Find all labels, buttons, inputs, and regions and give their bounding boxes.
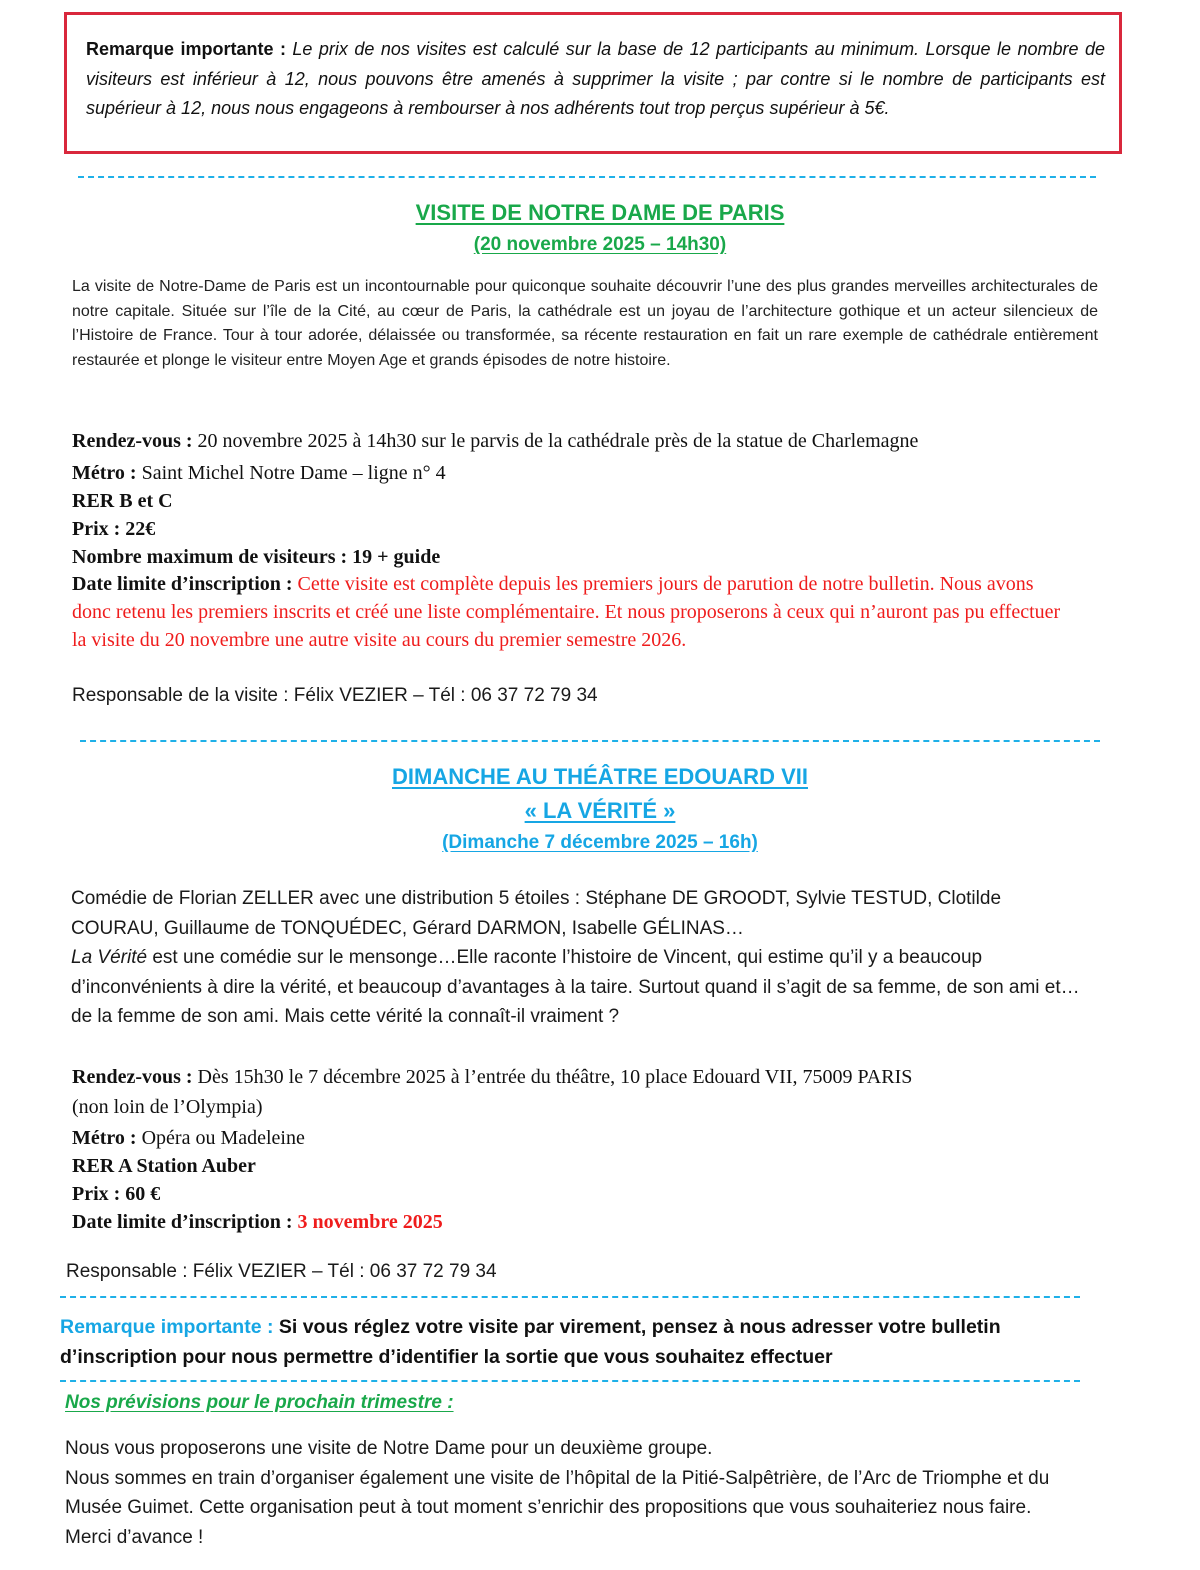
visit1-details xyxy=(72,427,1112,571)
visit1-responsible: Responsable de la visite : Félix VEZIER – Tél : 06 37 72 79 34 xyxy=(72,685,598,706)
visit2-cast: Comédie de Florian ZELLER avec une distribution 5 étoiles : Stéphane DE GROODT, Sylvie TESTUD, Clotilde COURAU, Guillaume de TONQUÉDEC, Gérard DARMON, Isabelle GÉLINAS… xyxy=(71,888,1002,939)
visit1-description: La visite de Notre-Dame de Paris est un incontournable pour quiconque souhaite découvrir l’une des plus grandes merveilles architecturales de notre capitale. Située sur l’île de la Cité, au cœur de Paris, la cathédrale est un joyau de l’architecture gothique et un acteur silencieux de l’Histoire de France. Tour à tour adorée, délaissée ou transformée, sa récente restauration en fait un rare exemple de cathédrale entièrement restaurée et plonge le visiteur entre Moyen Age et grands épisodes de notre histoire. xyxy=(72,278,1098,369)
visit2-price: Prix : 60 € xyxy=(72,1183,161,1205)
visit2-title: DIMANCHE AU THÉÂTRE EDOUARD VII xyxy=(392,764,808,789)
notice-label: Remarque importante : xyxy=(86,39,286,59)
forecast-title: Nos prévisions pour le prochain trimestre : xyxy=(65,1392,454,1413)
visit2-rer: RER A Station Auber xyxy=(72,1155,256,1177)
visit2-date: (Dimanche 7 décembre 2025 – 16h) xyxy=(442,832,758,853)
payment-remark-text: Si vous réglez votre visite par virement, pensez à nous adresser votre bulletin d’inscription pour nous permettre d’identifier la sortie que vous souhaitez effectuer xyxy=(60,1316,1001,1368)
visit2-subtitle: « LA VÉRITÉ » xyxy=(524,798,676,823)
visit1-deadline: Date limite d’inscription : Cette visite est complète depuis les premiers jours de parution de notre bulletin. Nous avons donc retenu les premiers inscrits et créé une liste complémentaire. Et nous proposerons à ceux qui n’auront pas pu effectuer la visite du 20 novembre une autre visite au cours du premier semestre 2026. xyxy=(72,573,1061,651)
forecast-line-1: Nous vous proposerons une visite de Notre Dame pour un deuxième groupe. xyxy=(65,1438,713,1459)
payment-remark xyxy=(60,1312,1100,1372)
payment-remark-label: Remarque importante : xyxy=(60,1316,274,1338)
visit1-price: Prix : 22€ xyxy=(72,518,156,540)
visit2-synopsis: La Vérité est une comédie sur le mensonge…Elle raconte l’histoire de Vincent, qui estime qu’il y a beaucoup d’inconvénients à dire la vérité, et beaucoup d’avantages à la taire. Surtout quand il s’agit de sa femme, de son ami et…de la femme de son ami. Mais cette vérité la connaît-il vraiment ? xyxy=(71,947,1080,1027)
visit2-rdv-note: (non loin de l’Olympia) xyxy=(72,1096,263,1118)
visit1-title: VISITE DE NOTRE DAME DE PARIS xyxy=(415,200,785,225)
visit2-deadline: Date limite d’inscription : 3 novembre 2025 xyxy=(72,1211,443,1233)
visit2-details xyxy=(72,1062,1112,1236)
forecast-line-2: Nous sommes en train d’organiser également une visite de l’hôpital de la Pitié-Salpêtrière, de l’Arc de Triomphe et du Musée Guimet. Cette organisation peut à tout moment s’enrichir des propositions que vous souhaiteriez nous faire. Merci d’avance ! xyxy=(65,1467,1050,1548)
visit2-responsible: Responsable : Félix VEZIER – Tél : 06 37 72 79 34 xyxy=(66,1261,497,1282)
forecast-text xyxy=(65,1434,1075,1552)
visit2-metro: Métro : Opéra ou Madeleine xyxy=(72,1127,305,1149)
visit2-rdv: Rendez-vous : Dès 15h30 le 7 décembre 2025 à l’entrée du théâtre, 10 place Edouard VII, 75009 PARIS xyxy=(72,1066,913,1088)
separator-line xyxy=(78,176,1096,178)
visit1-rer: RER B et C xyxy=(72,490,173,512)
visit1-date: (20 novembre 2025 – 14h30) xyxy=(473,234,727,255)
notice-text: Le prix de nos visites est calculé sur la base de 12 participants au minimum. Lorsque le nombre de visiteurs est inférieur à 12, nous pouvons être amenés à supprimer la visite ; par contre si le nombre de participants est supérieur à 12, nous nous engageons à rembourser à nos adhérents tout trop perçus supérieur à 5€. xyxy=(86,39,1105,118)
visit1-rdv: Rendez-vous : 20 novembre 2025 à 14h30 sur le parvis de la cathédrale près de la statue de Charlemagne xyxy=(72,430,919,452)
important-notice-box xyxy=(64,12,1122,154)
visit1-metro: Métro : Saint Michel Notre Dame – ligne n° 4 xyxy=(72,462,446,484)
visit1-max-visitors: Nombre maximum de visiteurs : 19 + guide xyxy=(72,546,441,568)
separator-line xyxy=(80,740,1100,742)
separator-line xyxy=(60,1296,1080,1298)
separator-line xyxy=(60,1380,1080,1382)
